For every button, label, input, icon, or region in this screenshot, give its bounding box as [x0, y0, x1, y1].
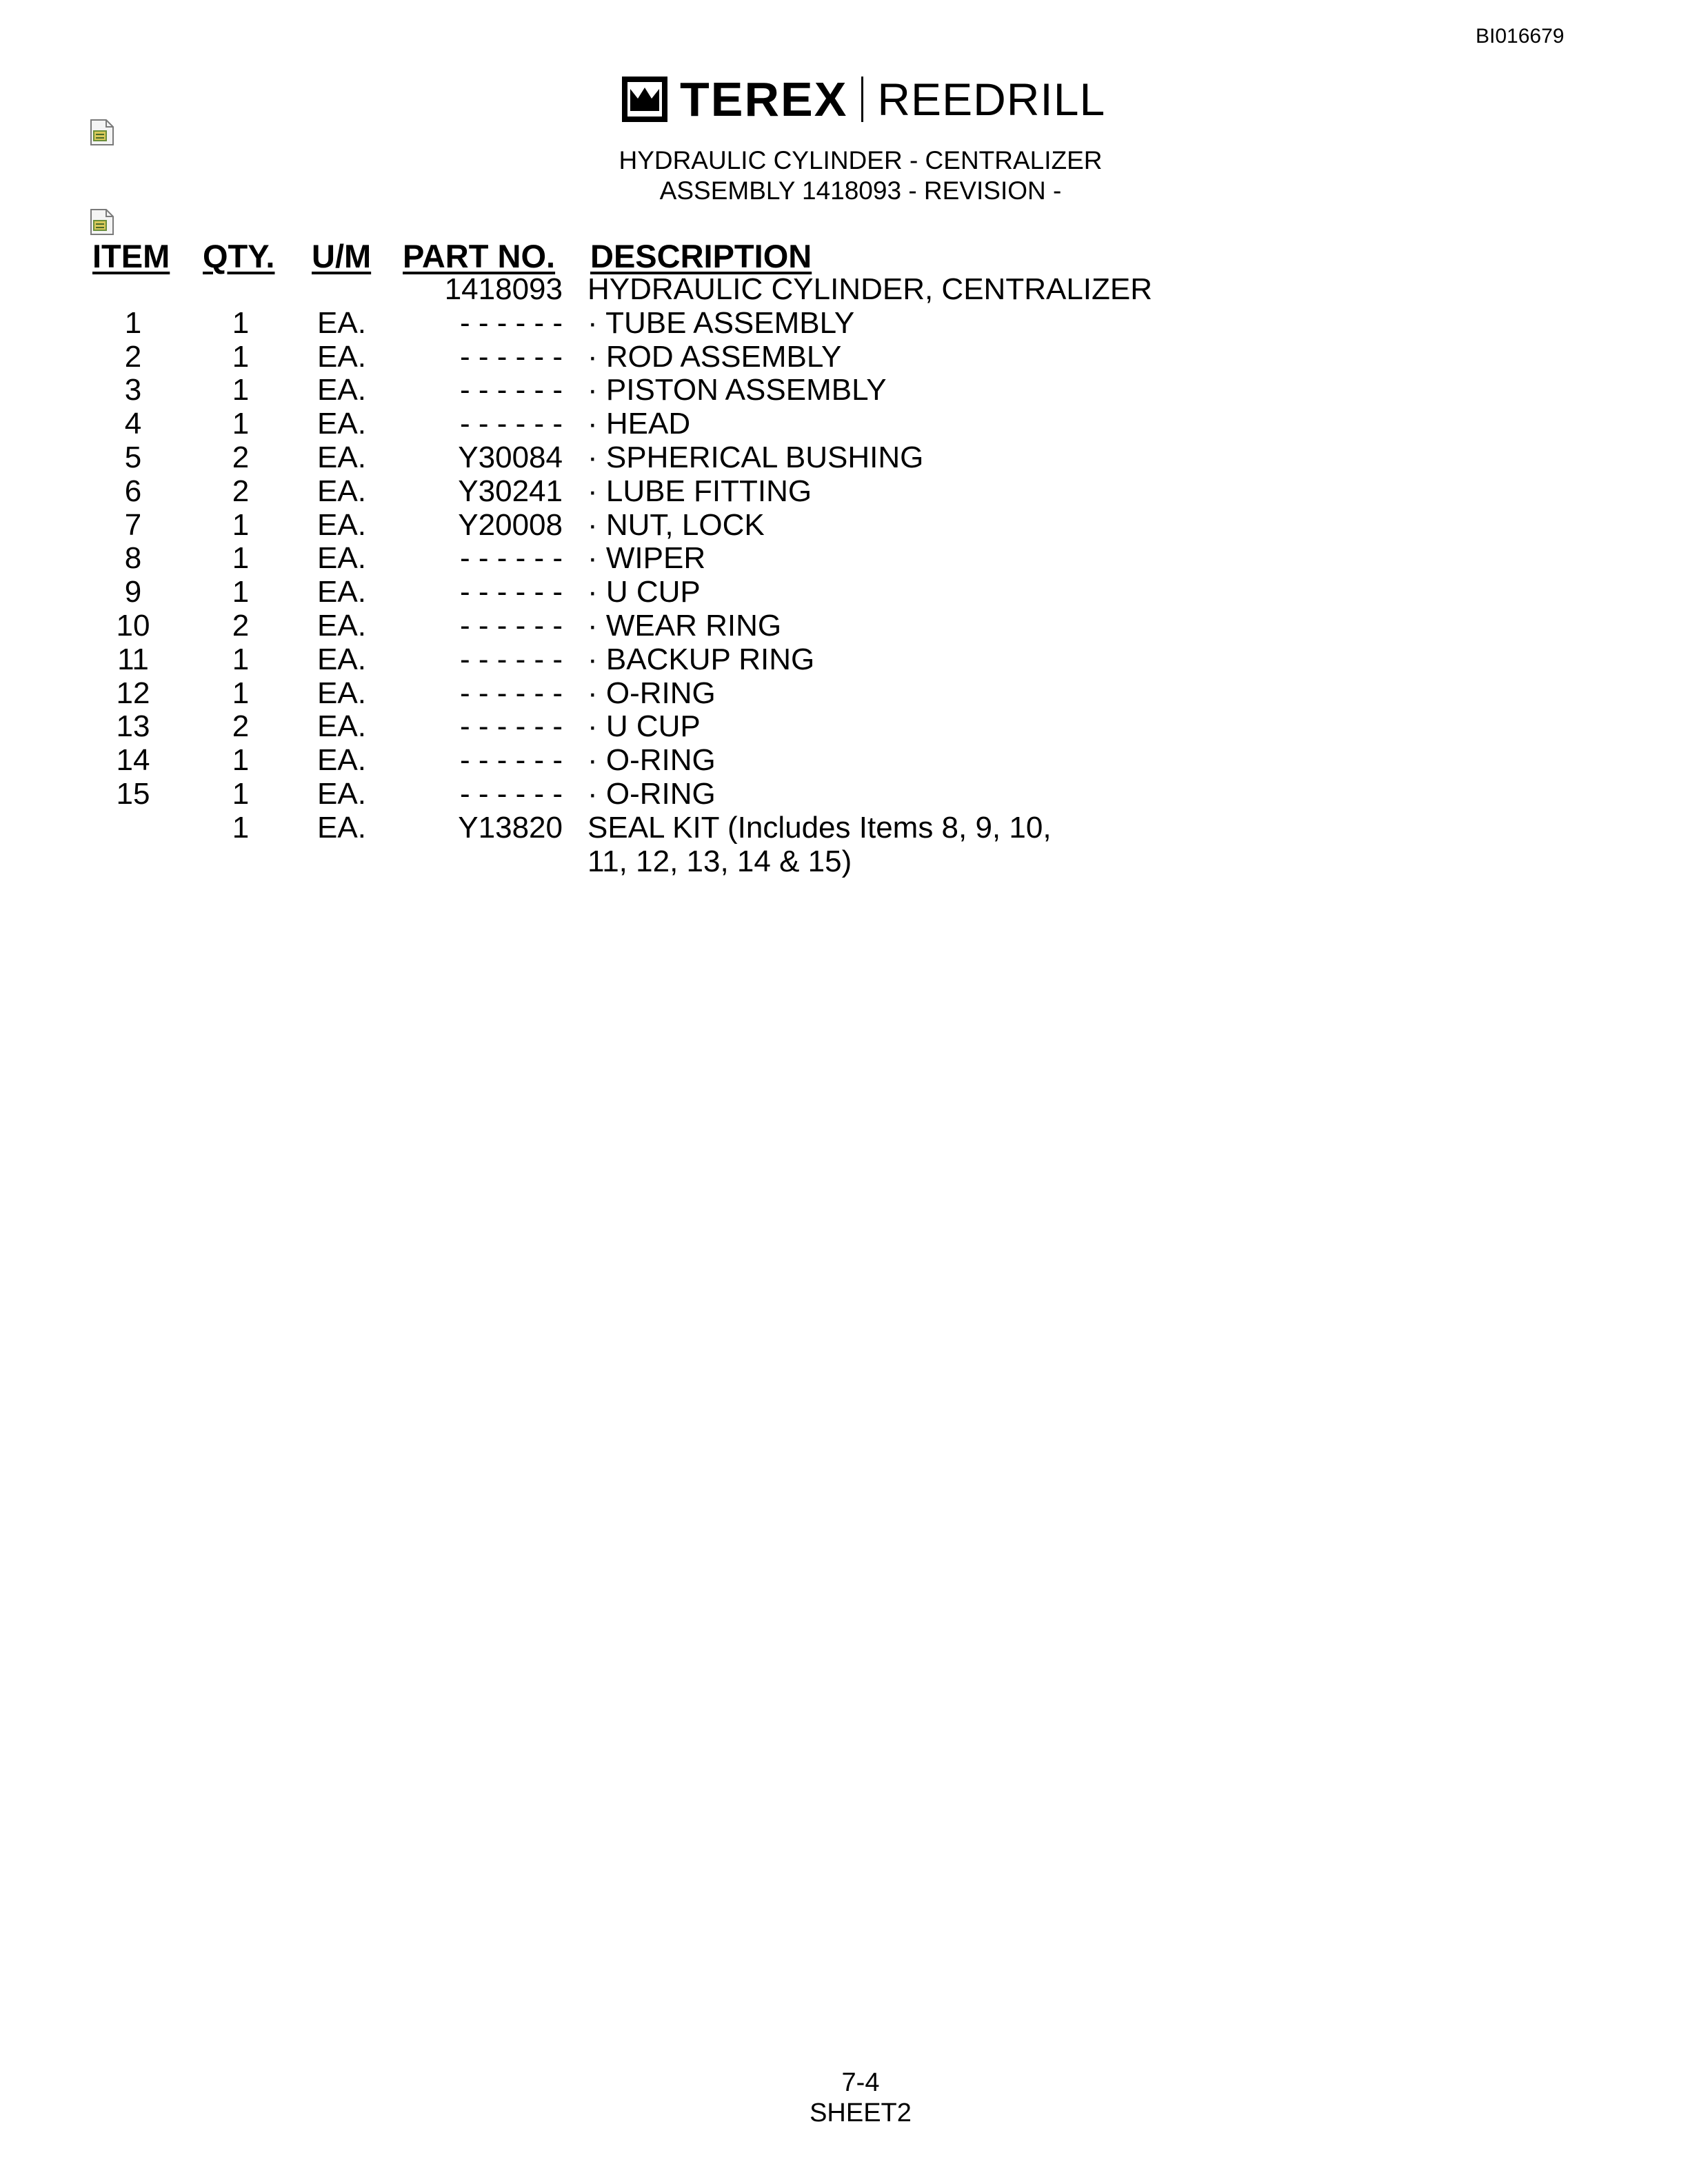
part-no-cell: - - - - - - — [459, 608, 563, 643]
qty-cell: 1 — [232, 541, 250, 576]
table-row — [0, 509, 1688, 543]
logo-terex-text: TEREX — [680, 72, 848, 126]
um-cell: EA. — [317, 339, 366, 374]
item-cell: 5 — [124, 440, 142, 474]
description-cell-continued: 11, 12, 13, 14 & 15) — [587, 844, 852, 878]
um-cell: EA. — [317, 373, 366, 407]
item-cell: 10 — [116, 608, 150, 643]
description-cell: · LUBE FITTING — [587, 474, 812, 508]
part-no-cell: - - - - - - — [459, 373, 563, 407]
qty-cell: 1 — [232, 575, 250, 609]
part-no-cell: - - - - - - — [459, 407, 563, 441]
description-cell: · ROD ASSEMBLY — [587, 339, 842, 374]
item-cell: 3 — [124, 373, 142, 407]
part-no-cell: - - - - - - — [459, 743, 563, 778]
um-cell: EA. — [317, 776, 366, 811]
description-cell: HYDRAULIC CYLINDER, CENTRALIZER — [587, 272, 1153, 306]
document-title-line-2: ASSEMBLY 1418093 - REVISION - — [659, 176, 1062, 205]
description-cell: · WIPER — [587, 541, 706, 576]
um-cell: EA. — [317, 305, 366, 340]
description-cell: · NUT, LOCK — [587, 507, 765, 542]
item-cell: 13 — [116, 709, 150, 744]
item-cell: 15 — [116, 776, 150, 811]
qty-cell: 2 — [232, 440, 250, 474]
um-cell: EA. — [317, 575, 366, 609]
um-cell: EA. — [317, 743, 366, 778]
parts-table — [0, 273, 1688, 878]
document-title-line-1: HYDRAULIC CYLINDER - CENTRALIZER — [619, 146, 1103, 174]
um-cell: EA. — [317, 608, 366, 643]
description-cell: SEAL KIT (Includes Items 8, 9, 10, — [587, 810, 1052, 845]
item-cell: 9 — [124, 575, 142, 609]
table-row — [0, 407, 1688, 441]
qty-cell: 1 — [232, 743, 250, 778]
item-cell: 4 — [124, 407, 142, 441]
part-no-cell: Y13820 — [458, 810, 563, 845]
terex-reedrill-logo — [621, 72, 1105, 127]
page-number: 7-4 — [841, 2068, 880, 2097]
attachment-document-icon[interactable] — [90, 119, 114, 146]
table-row — [0, 744, 1688, 778]
part-no-cell: - - - - - - — [459, 541, 563, 576]
item-cell: 12 — [116, 676, 150, 710]
seal-kit-row — [0, 811, 1688, 879]
item-cell: 14 — [116, 743, 150, 778]
part-no-cell: - - - - - - — [459, 575, 563, 609]
column-header-item: ITEM — [92, 238, 170, 274]
item-cell: 8 — [124, 541, 142, 576]
column-header-description: DESCRIPTION — [590, 238, 812, 274]
table-row — [0, 341, 1688, 374]
table-row — [0, 710, 1688, 744]
logo-divider — [861, 77, 863, 122]
description-cell: · WEAR RING — [587, 608, 782, 643]
item-cell: 7 — [124, 507, 142, 542]
sheet-label: SHEET2 — [810, 2099, 912, 2127]
terex-crown-icon — [621, 75, 669, 123]
part-no-cell: Y20008 — [458, 507, 563, 542]
table-row — [0, 643, 1688, 677]
description-cell: · PISTON ASSEMBLY — [587, 373, 887, 407]
item-cell: 1 — [124, 305, 142, 340]
document-id: BI016679 — [1476, 25, 1565, 48]
table-row — [0, 609, 1688, 643]
attachment-document-icon[interactable] — [90, 208, 114, 236]
qty-cell: 1 — [232, 642, 250, 676]
item-cell: 2 — [124, 339, 142, 374]
table-row — [0, 778, 1688, 811]
description-cell: · BACKUP RING — [587, 642, 815, 676]
part-no-cell: - - - - - - — [459, 676, 563, 710]
part-no-cell: Y30084 — [458, 440, 563, 474]
qty-cell: 1 — [232, 676, 250, 710]
table-row — [0, 273, 1688, 307]
qty-cell: 1 — [232, 339, 250, 374]
qty-cell: 1 — [232, 507, 250, 542]
part-no-cell: 1418093 — [444, 272, 563, 306]
table-row — [0, 677, 1688, 711]
part-no-cell: - - - - - - — [459, 642, 563, 676]
qty-cell: 1 — [232, 373, 250, 407]
qty-cell: 1 — [232, 810, 250, 845]
column-header-qty: QTY. — [203, 238, 275, 274]
qty-cell: 2 — [232, 709, 250, 744]
um-cell: EA. — [317, 541, 366, 576]
column-header-part-no: PART NO. — [403, 238, 556, 274]
um-cell: EA. — [317, 642, 366, 676]
qty-cell: 2 — [232, 608, 250, 643]
um-cell: EA. — [317, 474, 366, 508]
table-row — [0, 475, 1688, 509]
description-cell: · TUBE ASSEMBLY — [587, 305, 855, 340]
table-row — [0, 576, 1688, 609]
description-cell: · O-RING — [587, 776, 716, 811]
um-cell: EA. — [317, 507, 366, 542]
table-row — [0, 542, 1688, 576]
description-cell: · U CUP — [587, 575, 701, 609]
um-cell: EA. — [317, 709, 366, 744]
um-cell: EA. — [317, 810, 366, 845]
logo-reedrill-text: REEDRILL — [877, 74, 1106, 125]
part-no-cell: Y30241 — [458, 474, 563, 508]
item-cell: 11 — [117, 642, 149, 676]
qty-cell: 1 — [232, 776, 250, 811]
description-cell: · O-RING — [587, 676, 716, 710]
table-row — [0, 374, 1688, 407]
table-row — [0, 307, 1688, 341]
description-cell: · HEAD — [587, 407, 691, 441]
description-cell: · SPHERICAL BUSHING — [587, 440, 924, 474]
part-no-cell: - - - - - - — [459, 339, 563, 374]
um-cell: EA. — [317, 440, 366, 474]
qty-cell: 1 — [232, 407, 250, 441]
qty-cell: 2 — [232, 474, 250, 508]
table-row — [0, 441, 1688, 475]
part-no-cell: - - - - - - — [459, 776, 563, 811]
description-cell: · U CUP — [587, 709, 701, 744]
part-no-cell: - - - - - - — [459, 305, 563, 340]
um-cell: EA. — [317, 407, 366, 441]
part-no-cell: - - - - - - — [459, 709, 563, 744]
qty-cell: 1 — [232, 305, 250, 340]
description-cell: · O-RING — [587, 743, 716, 778]
item-cell: 6 — [124, 474, 142, 508]
um-cell: EA. — [317, 676, 366, 710]
column-header-um: U/M — [312, 238, 372, 274]
